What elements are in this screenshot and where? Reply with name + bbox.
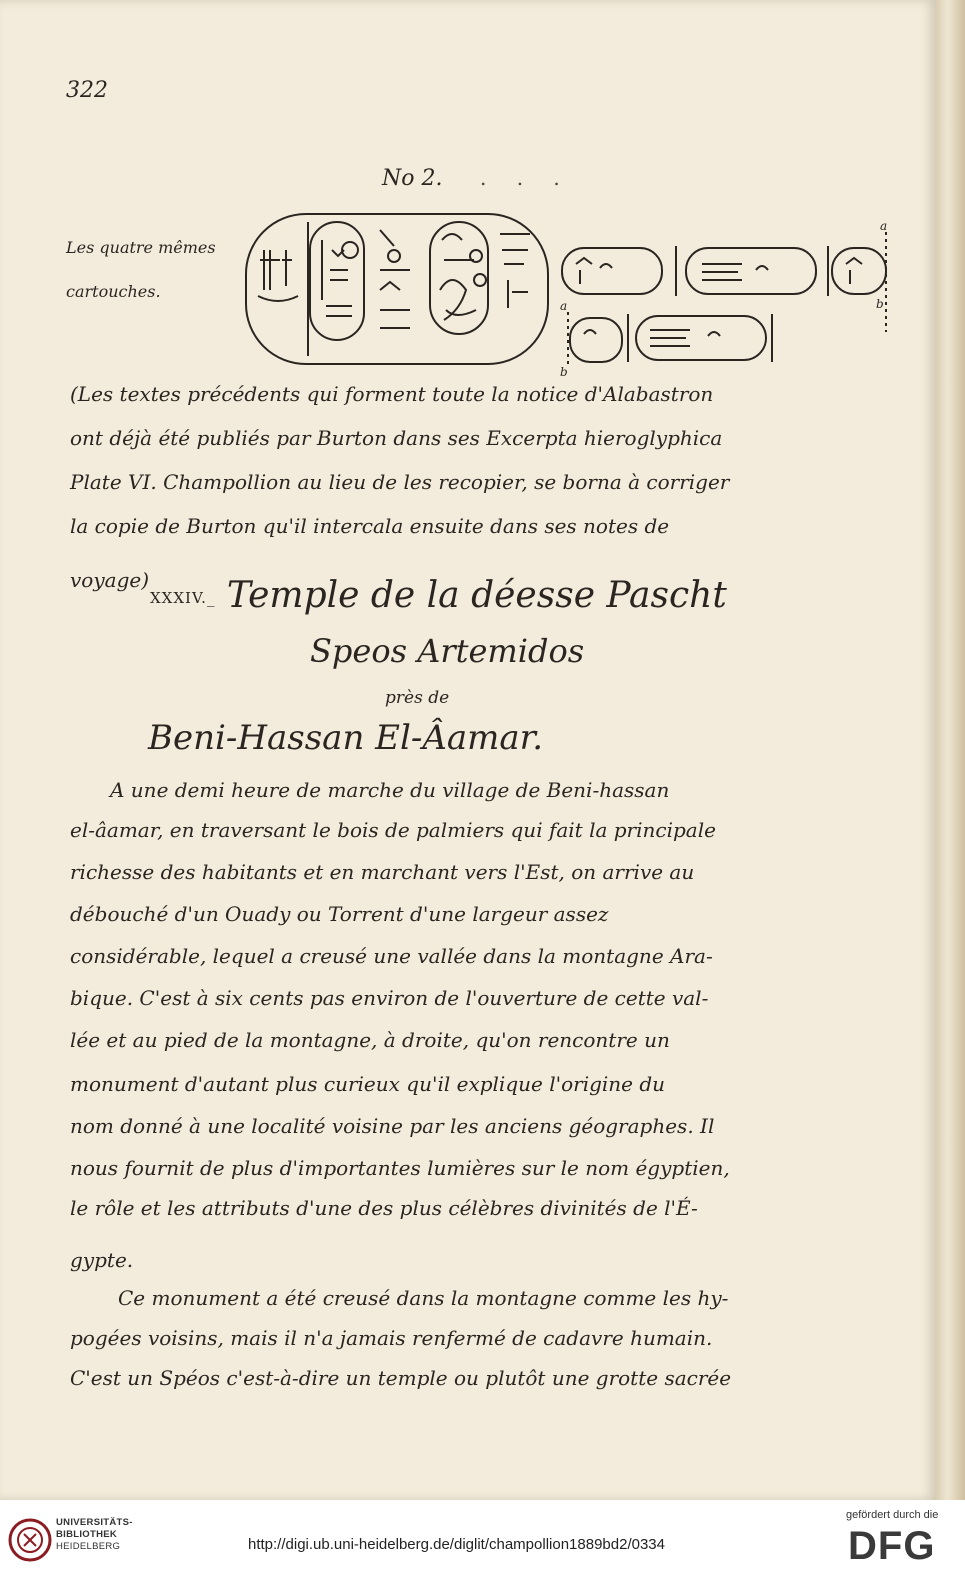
institution-line-2: BIBLIOTHEK <box>56 1529 118 1540</box>
section-number: XXXIV._ <box>150 589 216 607</box>
text-line: considérable, lequel a creusé une vallée dans la montagne Ara- <box>70 944 713 968</box>
page-edge <box>936 0 965 1500</box>
section-title <box>150 575 727 616</box>
title-line-1: Temple de la déesse Pascht <box>226 575 727 616</box>
text-line: el-âamar, en traversant le bois de palmiers qui fait la principale <box>70 818 716 842</box>
permalink-url[interactable]: http://digi.ub.uni-heidelberg.de/diglit/champollion1889bd2/0334 <box>248 1536 665 1553</box>
dfg-logo: DFG <box>848 1524 936 1568</box>
university-library-label <box>56 1517 133 1553</box>
text-line: pogées voisins, mais il n'a jamais renfermé de cadavre humain. <box>70 1326 713 1350</box>
university-seal-icon <box>8 1518 52 1562</box>
cartouche-figure <box>240 210 900 380</box>
mark-b-bottom: b <box>560 365 568 379</box>
text-line: nous fournit de plus d'importantes lumières sur le nom égyptien, <box>70 1156 730 1180</box>
text-line: bique. C'est à six cents pas environ de l'ouverture de cette val- <box>70 986 709 1010</box>
institution-line-1: UNIVERSITÄTS- <box>56 1517 133 1528</box>
mark-a-top: a <box>880 219 888 233</box>
text-line: (Les textes précédents qui forment toute la notice d'Alabastron <box>70 382 714 406</box>
text-line: Plate VI. Champollion au lieu de les recopier, se borna à corriger <box>70 470 730 494</box>
text-line: la copie de Burton qu'il intercala ensuite dans ses notes de <box>70 514 670 538</box>
small-cartouche-1 <box>562 248 662 294</box>
text-line: lée et au pied de la montagne, à droite, qu'on rencontre un <box>70 1028 670 1052</box>
text-line: voyage) <box>70 568 150 592</box>
page-number: 322 <box>66 78 108 103</box>
text-line: C'est un Spéos c'est-à-dire un temple ou plutôt une grotte sacrée <box>70 1366 732 1390</box>
title-line-2: Speos Artemidos <box>310 632 585 670</box>
title-line-4: Beni-Hassan El-Âamar. <box>148 718 544 758</box>
dotted-leader: . . . <box>480 166 572 190</box>
text-line: richesse des habitants et en marchant vers l'Est, on arrive au <box>70 860 695 884</box>
text-line: le rôle et les attributs d'une des plus célèbres divinités de l'É- <box>70 1196 698 1220</box>
text-line: gypte. <box>70 1248 134 1272</box>
small-cartouche-4 <box>570 318 622 362</box>
text-line: monument d'autant plus curieux qu'il explique l'origine du <box>70 1072 666 1096</box>
mark-b-top: b <box>876 297 884 311</box>
small-cartouche-3 <box>832 248 886 294</box>
text-line: ont déjà été publiés par Burton dans ses Excerpta hieroglyphica <box>70 426 723 450</box>
side-note: Les quatre mêmes cartouches. <box>66 238 216 301</box>
text-line: débouché d'un Ouady ou Torrent d'une largeur assez <box>70 902 609 926</box>
large-cartouche <box>246 214 548 364</box>
institution-line-3: HEIDELBERG <box>56 1541 121 1552</box>
title-line-3: près de <box>385 688 450 708</box>
text-line: A une demi heure de marche du village de Beni-hassan <box>110 778 670 802</box>
inner-cartouche-right <box>430 222 488 334</box>
text-line: Ce monument a été creusé dans la montagne comme les hy- <box>118 1286 729 1310</box>
mark-a-bottom: a <box>560 299 568 313</box>
figure-label: No 2. <box>382 166 443 191</box>
text-line: nom donné à une localité voisine par les anciens géographes. Il <box>70 1114 715 1138</box>
sponsor-caption: gefördert durch die <box>846 1509 939 1521</box>
